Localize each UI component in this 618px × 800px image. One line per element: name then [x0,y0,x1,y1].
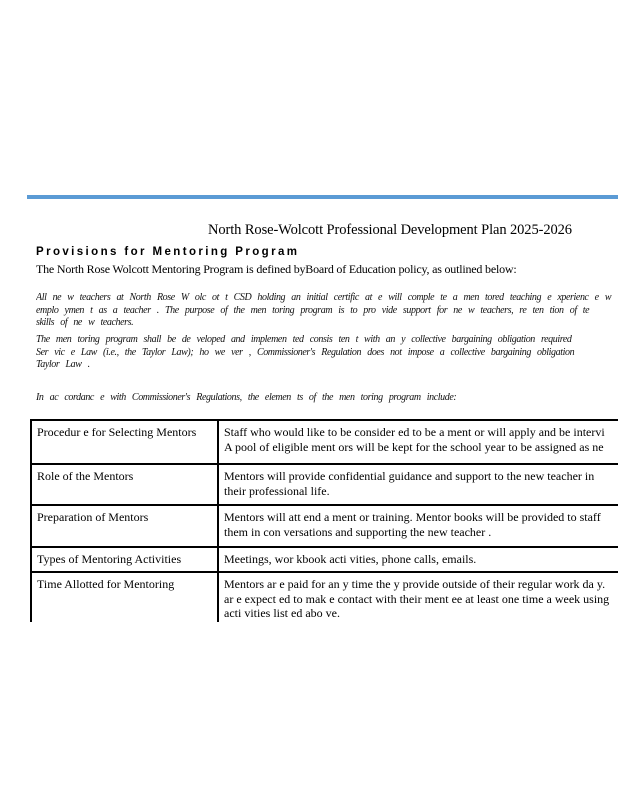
cell-line: them in con versations and supporting the new teacher . [224,524,492,539]
paragraph-line: In ac cordanc e with Commissioner's Regulations, the elemen ts of the men toring program include: [36,392,457,403]
document-title: North Rose-Wolcott Professional Development Plan 2025-2026 [208,222,572,238]
paragraph-line: Taylor Law . [36,359,90,370]
row-content [218,572,618,622]
paragraph-bargaining [36,334,618,372]
mentoring-elements-table [30,419,618,622]
cell-line: Meetings, wor kbook acti vities, phone calls, emails. [224,552,477,566]
cell-line: ar e expect ed to mak e contact with their ment ee at least one time a week using [224,591,610,606]
cell-line: Mentors ar e paid for an y time the y provide outside of their regular work da y. [224,577,606,591]
cell-line: Staff who would like to be consider ed to be a ment or will apply and be intervi [224,425,605,439]
table-row [31,547,618,572]
paragraph-line: The men toring program shall be de veloped and implemen ted consis ten t with an y collective bargaining obligation required [36,334,572,345]
table-row [31,505,618,547]
row-label: Preparation of Mentors [31,505,218,547]
table-row [31,420,618,464]
table-row [31,464,618,505]
row-label: Procedur e for Selecting Mentors [31,420,218,464]
mentoring-table-wrapper [30,419,618,622]
row-content [218,505,618,547]
paragraph-line: emplo ymen t as a teacher . The purpose of the men toring program is to pro vide support for ne w teachers, re ten tion of te [36,304,590,316]
row-content [218,464,618,505]
section-heading: Provisions for Mentoring Program [36,246,300,258]
row-content [218,547,618,572]
cell-line: Mentors will provide confidential guidance and support to the new teacher in [224,469,595,483]
row-label: Role of the Mentors [31,464,218,505]
cell-line: acti vities list ed abo ve. [224,606,340,620]
paragraph-line: Ser vic e Law (i.e., the Taylor Law); ho we ver , Commissioner's Regulation does not impose a collective bargaining obligation [36,346,575,358]
header-rule [27,195,618,199]
paragraph-line: All ne w teachers at North Rose W olc ot t CSD holding an initial certific at e will comple te a men tored teaching e xperienc e w [36,292,612,303]
row-label: Time Allotted for Mentoring [31,572,218,622]
row-content [218,420,618,464]
cell-line: their professional life. [224,483,330,498]
table-row [31,572,618,622]
cell-line: Mentors will att end a ment or training. Mentor books will be provided to staff [224,510,601,524]
row-label: Types of Mentoring Activities [31,547,218,572]
paragraph-line: skills of ne w teachers. [36,317,134,328]
cell-line: A pool of eligible ment ors will be kept for the school year to be assigned as ne [224,439,604,454]
paragraph-new-teachers [36,292,618,330]
paragraph-elements [36,392,618,405]
intro-text: The North Rose Wolcott Mentoring Program is defined byBoard of Education policy, as outlined below: [36,262,517,276]
